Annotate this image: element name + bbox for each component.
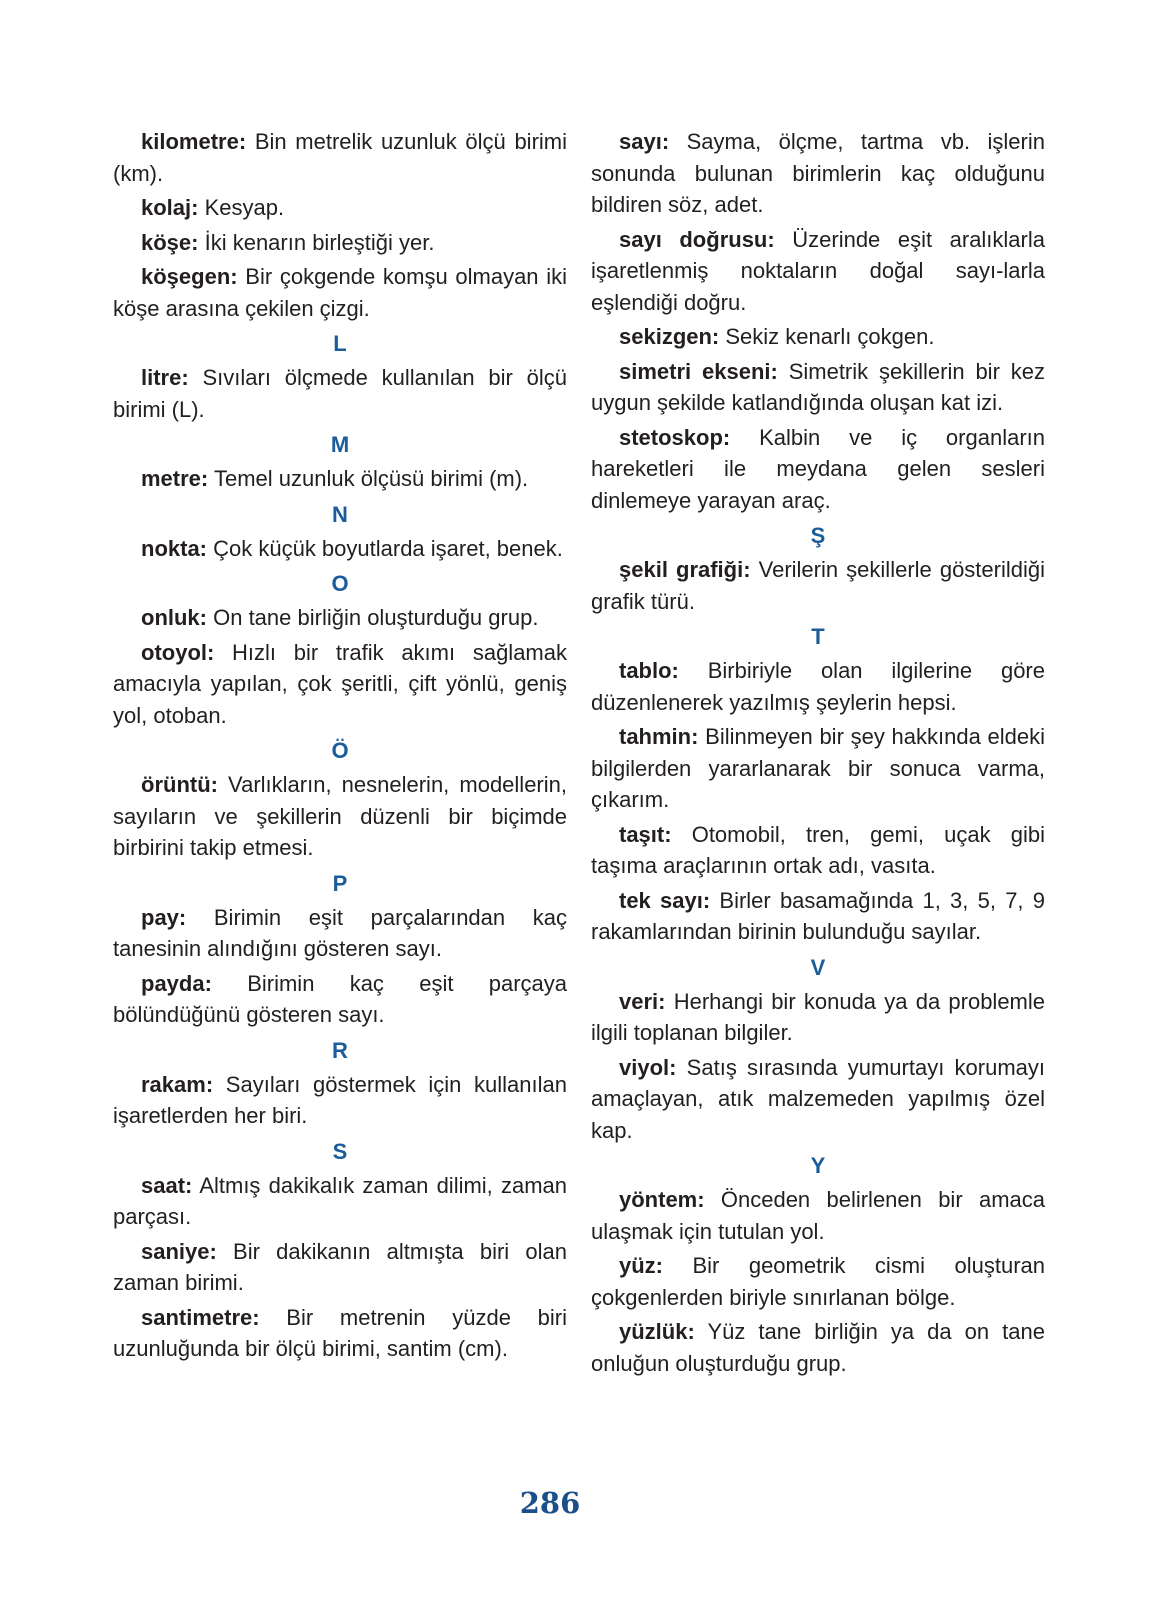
page-number: 286 — [519, 1486, 581, 1520]
glossary-entry — [591, 1184, 1045, 1247]
glossary-definition: Satış sırasında yumurtayı korumayı amaçlayan, atık malzemeden yapılmış özel kap. — [591, 1054, 1045, 1143]
glossary-definition: Birimin kaç eşit parçaya bölündüğünü gösteren sayı. — [113, 970, 567, 1027]
glossary-column-left — [113, 126, 567, 1368]
glossary-definition: Bilinmeyen bir şey hakkında eldeki bilgilerden yararlanarak bir sonuca varma, çıkarım. — [591, 724, 1045, 812]
glossary-term: pay: — [141, 904, 187, 930]
glossary-definition: On tane birliğin oluşturduğu grup. — [207, 605, 539, 630]
letter-heading: L — [333, 331, 347, 356]
glossary-term: stetoskop: — [619, 424, 731, 450]
glossary-definition: Kesyap. — [198, 195, 285, 220]
glossary-definition: Sayıları göstermek için kullanılan işaretlerden her biri. — [113, 1071, 567, 1128]
glossary-entry — [591, 321, 1045, 353]
glossary-entry — [113, 192, 567, 224]
glossary-definition: Birimin eşit parçalarından kaç tanesinin alındığını gösteren sayı. — [113, 904, 567, 961]
glossary-entry — [591, 224, 1045, 319]
glossary-definition: Birbiriyle olan ilgilerine göre düzenlenerek yazılmış şeylerin hepsi. — [591, 658, 1045, 715]
glossary-entry — [113, 227, 567, 259]
glossary-definition: Bir geometrik cismi oluşturan çokgenlerden biriyle sınırlanan bölge. — [591, 1253, 1045, 1310]
glossary-definition: Kalbin ve iç organların hareketleri ile meydana gelen sesleri dinlemeye yarayan araç. — [591, 424, 1045, 513]
letter-heading: Ş — [810, 523, 826, 548]
glossary-entry — [591, 655, 1045, 718]
glossary-entry — [113, 602, 567, 634]
glossary-term: yüzlük: — [619, 1319, 695, 1344]
glossary-definition: Sayma, ölçme, tartma vb. işlerin sonunda bulunan birimlerin kaç olduğunu bildiren söz, adet. — [591, 129, 1045, 217]
glossary-term: tahmin: — [619, 724, 699, 749]
glossary-definition: Altmış dakikalık zaman dilimi, zaman parçası. — [113, 1172, 567, 1229]
glossary-definition: Sekiz kenarlı çokgen. — [719, 324, 935, 349]
glossary-definition: Yüz tane birliğin ya da on tane onluğun oluşturduğu grup. — [591, 1319, 1045, 1376]
glossary-term: yöntem: — [619, 1187, 705, 1212]
glossary-definition: Bin metrelik uzunluk ölçü birimi (km). — [113, 129, 567, 186]
glossary-definition: Önceden belirlenen bir amaca ulaşmak için tutulan yol. — [591, 1187, 1045, 1244]
glossary-entry — [113, 533, 567, 565]
glossary-definition: Temel uzunluk ölçüsü birimi (m). — [208, 466, 529, 491]
glossary-entry — [591, 1316, 1045, 1379]
glossary-term: örüntü: — [141, 772, 218, 797]
glossary-entry — [591, 126, 1045, 221]
glossary-term: yüz: — [619, 1253, 663, 1278]
glossary-definition: İki kenarın birleştiği yer. — [198, 229, 435, 255]
glossary-term: santimetre: — [141, 1304, 260, 1330]
glossary-term: nokta: — [141, 535, 207, 561]
glossary-definition: Çok küçük boyutlarda işaret, benek. — [207, 535, 563, 561]
glossary-entry — [113, 769, 567, 864]
glossary-term: köşegen: — [141, 264, 238, 289]
letter-heading: Ö — [331, 738, 349, 763]
glossary-definition: Otomobil, tren, gemi, uçak gibi taşıma araçlarının ortak adı, vasıta. — [591, 821, 1045, 878]
glossary-entry — [113, 902, 567, 965]
glossary-term: tablo: — [619, 658, 679, 683]
glossary-entry — [591, 422, 1045, 517]
glossary-definition: Hızlı bir trafik akımı sağlamak amacıyla yapılan, çok şeritli, çift yönlü, geniş yol, otoban. — [113, 639, 567, 728]
glossary-entry — [113, 1236, 567, 1299]
glossary-term: tek sayı: — [619, 887, 711, 913]
glossary-term: onluk: — [141, 605, 207, 630]
glossary-term: payda: — [141, 970, 212, 996]
glossary-entry — [113, 463, 567, 495]
glossary-entry — [591, 1052, 1045, 1147]
glossary-term: şekil grafiği: — [619, 557, 751, 582]
letter-heading: T — [811, 624, 825, 649]
glossary-term: simetri ekseni: — [619, 358, 778, 384]
glossary-term: kolaj: — [141, 195, 199, 220]
glossary-term: kilometre: — [141, 129, 247, 154]
glossary-term: saniye: — [141, 1238, 217, 1264]
glossary-entry — [113, 637, 567, 732]
glossary-entry — [591, 356, 1045, 419]
glossary-entry — [591, 721, 1045, 816]
glossary-term: saat: — [141, 1172, 193, 1198]
glossary-entry — [113, 968, 567, 1031]
letter-heading: Y — [810, 1153, 826, 1178]
glossary-definition: Herhangi bir konuda ya da problemle ilgili toplanan bilgiler. — [591, 988, 1045, 1045]
glossary-entry — [113, 1170, 567, 1233]
glossary-definition: Bir çokgende komşu olmayan iki köşe arasına çekilen çizgi. — [113, 264, 567, 321]
glossary-term: sekizgen: — [619, 324, 720, 349]
glossary-entry — [591, 554, 1045, 617]
glossary-term: otoyol: — [141, 639, 215, 665]
glossary-definition: Verilerin şekillerle gösterildiği grafik türü. — [591, 557, 1046, 614]
letter-heading: R — [332, 1037, 348, 1063]
glossary-entry — [113, 362, 567, 425]
glossary-entry — [113, 261, 567, 324]
glossary-entry — [113, 1069, 567, 1132]
glossary-column-right — [591, 126, 1045, 1382]
letter-heading: N — [332, 501, 348, 527]
glossary-definition: Üzerinde eşit aralıklarla işaretlenmiş noktaların doğal sayı-larla eşlendiği doğru. — [591, 226, 1045, 315]
glossary-definition: Birler basamağında 1, 3, 5, 7, 9 rakamlarından birinin bulunduğu sayılar. — [591, 887, 1045, 944]
letter-heading: M — [330, 432, 350, 457]
glossary-definition: Sıvıları ölçmede kullanılan bir ölçü birimi (L). — [113, 365, 567, 422]
letter-heading: S — [332, 1138, 348, 1164]
glossary-term: sayı doğrusu: — [619, 226, 775, 252]
glossary-entry — [591, 1250, 1045, 1313]
glossary-definition: Bir metrenin yüzde biri uzunluğunda bir ölçü birimi, santim (cm). — [113, 1304, 567, 1361]
glossary-entry — [591, 986, 1045, 1049]
letter-heading: P — [332, 870, 348, 896]
glossary-definition: Bir dakikanın altmışta biri olan zaman birimi. — [113, 1238, 567, 1295]
glossary-term: rakam: — [141, 1071, 214, 1097]
glossary-entry — [591, 885, 1045, 948]
glossary-term: viyol: — [619, 1054, 677, 1080]
glossary-term: taşıt: — [619, 821, 672, 847]
glossary-definition: Varlıkların, nesnelerin, modellerin, sayıların ve şekillerin düzenli bir biçimde birbirini takip etmesi. — [113, 772, 567, 860]
glossary-term: sayı: — [619, 129, 670, 154]
glossary-term: litre: — [141, 365, 189, 390]
glossary-definition: Simetrik şekillerin bir kez uygun şekilde katlandığında oluşan kat izi. — [591, 358, 1045, 415]
glossary-term: veri: — [619, 988, 666, 1014]
glossary-entry — [591, 819, 1045, 882]
glossary-term: metre: — [141, 466, 209, 491]
letter-heading: O — [331, 571, 349, 596]
glossary-entry — [113, 126, 567, 189]
glossary-term: köşe: — [141, 229, 199, 255]
letter-heading: V — [810, 954, 826, 980]
glossary-entry — [113, 1302, 567, 1365]
